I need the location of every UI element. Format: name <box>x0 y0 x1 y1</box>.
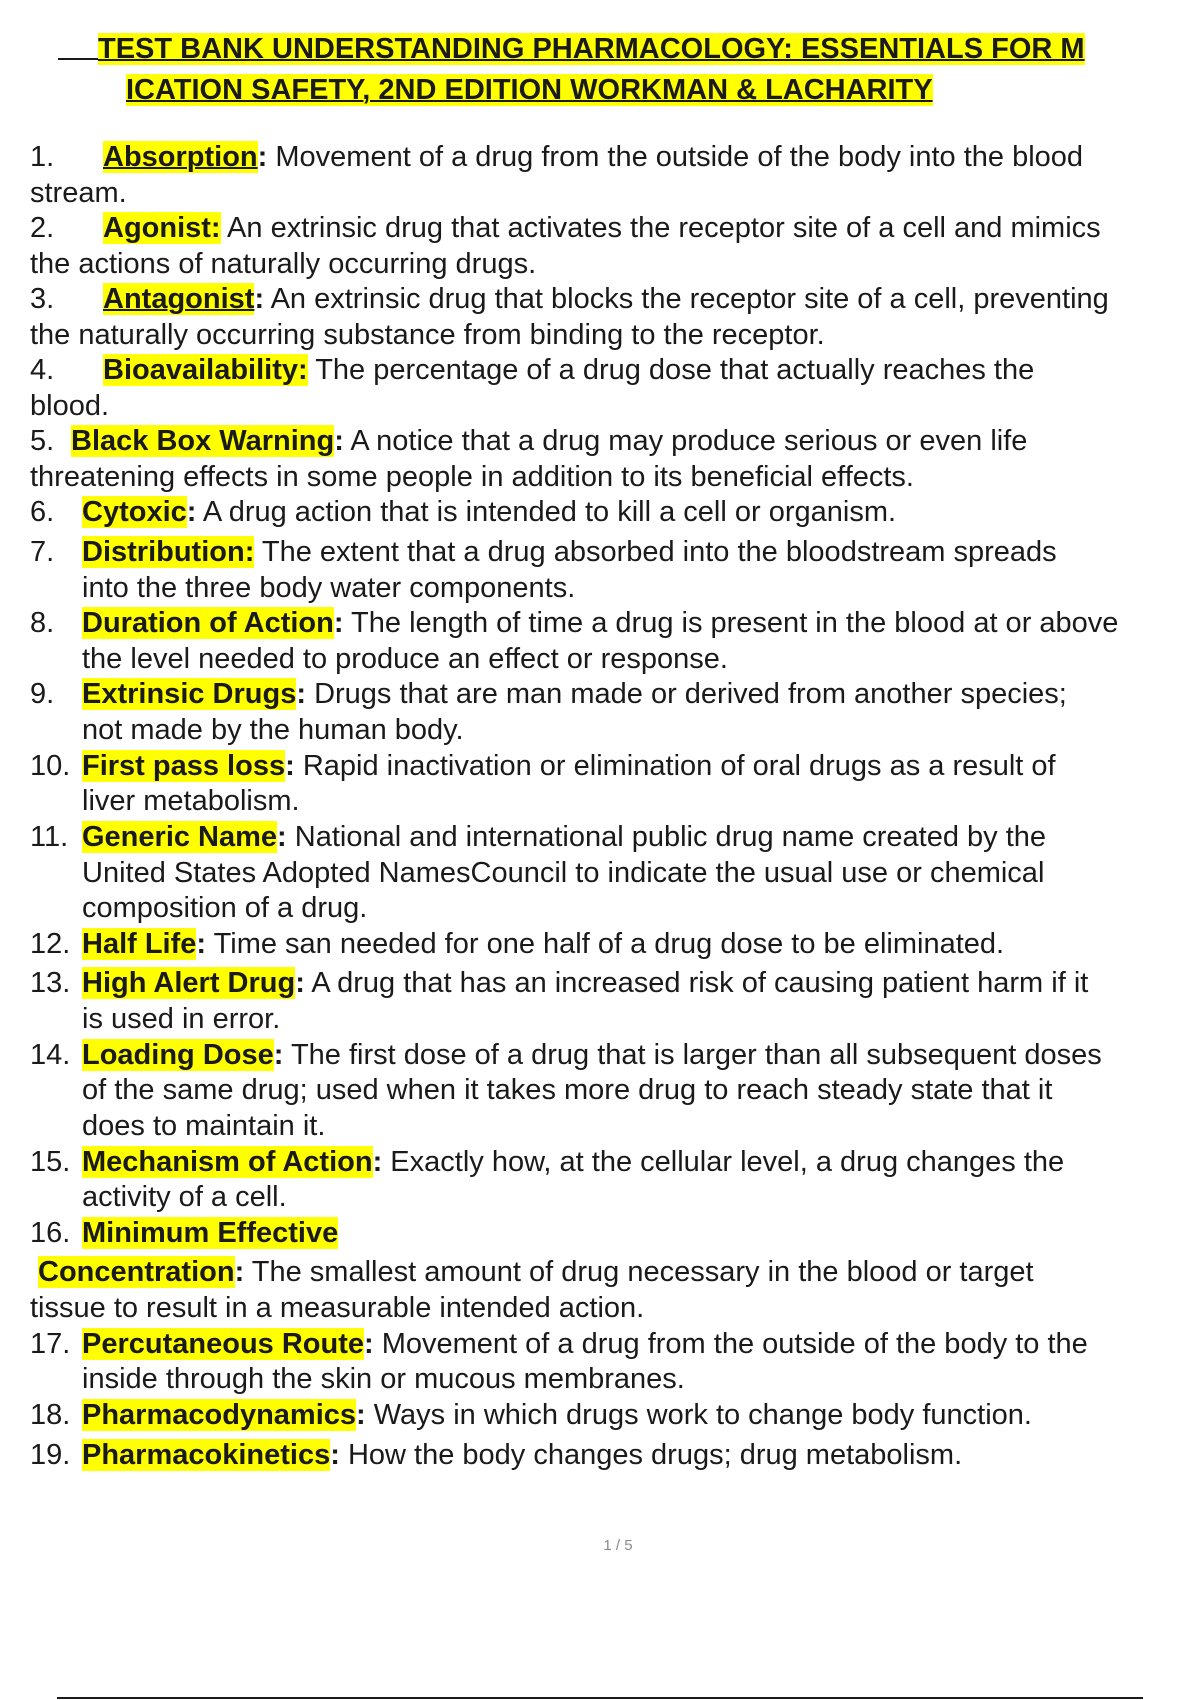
entry-term: Duration of Action <box>82 607 334 639</box>
entry-line: Concentration: The smallest amount of drug necessary in the blood or target <box>38 1256 1034 1288</box>
entry-number: 11. <box>30 821 69 853</box>
entry-continuation: inside through the skin or mucous membranes. <box>82 1363 685 1395</box>
entry-term: Distribution: <box>82 536 255 568</box>
entry-term: Mechanism of Action <box>82 1146 373 1178</box>
entry-term: Percutaneous Route <box>82 1328 364 1360</box>
entry-line: Distribution: The extent that a drug absorbed into the bloodstream spreads <box>82 536 1057 568</box>
entry-number: 8. <box>30 607 55 639</box>
entry-number: 10. <box>30 750 71 782</box>
entry-term: Pharmacokinetics <box>82 1439 331 1471</box>
entry-line: Half Life: Time san needed for one half of a drug dose to be eliminated. <box>82 928 1005 960</box>
entry-continuation: stream. <box>30 177 127 209</box>
entry-line: Pharmacodynamics: Ways in which drugs work to change body function. <box>82 1399 1032 1431</box>
entry-number: 12. <box>30 928 71 960</box>
entry-number: 1. <box>30 141 55 173</box>
entry-continuation: the level needed to produce an effect or response. <box>82 643 728 675</box>
entry-continuation: is used in error. <box>82 1003 281 1035</box>
entry-line: Loading Dose: The first dose of a drug that is larger than all subsequent doses <box>82 1039 1102 1071</box>
entry-term: Black Box Warning <box>71 425 335 457</box>
entry-continuation: liver metabolism. <box>82 785 300 817</box>
entry-line: Mechanism of Action: Exactly how, at the cellular level, a drug changes the <box>82 1146 1065 1178</box>
entry-continuation: activity of a cell. <box>82 1181 287 1213</box>
entry-term: Absorption <box>103 141 258 173</box>
bottom-rule <box>57 1697 1143 1699</box>
entry-line: Antagonist: An extrinsic drug that blocks the receptor site of a cell, preventing <box>103 283 1109 315</box>
entry-number: 7. <box>30 536 55 568</box>
entry-number: 2. <box>30 212 55 244</box>
entry-term: Bioavailability: <box>103 354 308 386</box>
entry-term: Concentration <box>38 1256 235 1288</box>
entry-number: 19. <box>30 1439 71 1471</box>
entry-line: Absorption: Movement of a drug from the outside of the body into the blood <box>103 141 1084 173</box>
entry-number: 9. <box>30 678 55 710</box>
entry-term: Minimum Effective <box>82 1217 339 1249</box>
entry-continuation: threatening effects in some people in addition to its beneficial effects. <box>30 461 914 493</box>
entry-continuation: tissue to result in a measurable intended action. <box>30 1292 645 1324</box>
entry-line <box>82 1216 338 1250</box>
entry-term: Extrinsic Drugs <box>82 678 297 710</box>
document-title-line-2: ICATION SAFETY, 2ND EDITION WORKMAN & LACHARITY <box>126 74 933 106</box>
title-rule <box>58 58 100 60</box>
entry-term: Cytoxic <box>82 496 187 528</box>
entry-line: Cytoxic: A drug action that is intended to kill a cell or organism. <box>82 496 897 528</box>
entry-number: 16. <box>30 1217 71 1249</box>
entry-term: Antagonist <box>103 283 255 315</box>
entry-term: Half Life <box>82 928 197 960</box>
entry-line: Extrinsic Drugs: Drugs that are man made or derived from another species; <box>82 678 1067 710</box>
entry-line: Duration of Action: The length of time a drug is present in the blood at or above <box>82 607 1119 639</box>
entry-line: High Alert Drug: A drug that has an increased risk of causing patient harm if it <box>82 967 1089 999</box>
entry-line: Generic Name: National and international public drug name created by the <box>82 821 1047 853</box>
entry-number: 14. <box>30 1039 71 1071</box>
entry-line: Black Box Warning: A notice that a drug may produce serious or even life <box>71 425 1028 457</box>
entry-continuation: composition of a drug. <box>82 892 368 924</box>
document-title-line-1: TEST BANK UNDERSTANDING PHARMACOLOGY: ESSENTIALS FOR M <box>98 33 1085 65</box>
entry-number: 6. <box>30 496 55 528</box>
entry-number: 4. <box>30 354 55 386</box>
entry-line: Agonist: An extrinsic drug that activates the receptor site of a cell and mimics <box>103 212 1101 244</box>
entry-term: Pharmacodynamics <box>82 1399 357 1431</box>
entry-continuation: blood. <box>30 390 110 422</box>
entry-line: Pharmacokinetics: How the body changes drugs; drug metabolism. <box>82 1439 963 1471</box>
entry-continuation: the naturally occurring substance from binding to the receptor. <box>30 319 825 351</box>
entry-number: 13. <box>30 967 71 999</box>
entry-line: First pass loss: Rapid inactivation or elimination of oral drugs as a result of <box>82 750 1056 782</box>
entry-number: 3. <box>30 283 55 315</box>
entry-line: Percutaneous Route: Movement of a drug from the outside of the body to the <box>82 1328 1088 1360</box>
entry-term: Agonist: <box>103 212 221 244</box>
entry-term: High Alert Drug <box>82 967 296 999</box>
entry-term: First pass loss <box>82 750 286 782</box>
entry-continuation: into the three body water components. <box>82 572 576 604</box>
entry-line: Bioavailability: The percentage of a drug dose that actually reaches the <box>103 354 1035 386</box>
entry-term: Generic Name <box>82 821 278 853</box>
entry-number: 5. <box>30 425 55 457</box>
entry-term: Loading Dose <box>82 1039 274 1071</box>
entry-continuation: of the same drug; used when it takes more drug to reach steady state that it <box>82 1074 1053 1106</box>
entry-number: 17. <box>30 1328 71 1360</box>
page-indicator: 1 / 5 <box>603 1537 633 1554</box>
entry-number: 15. <box>30 1146 71 1178</box>
entry-continuation: United States Adopted NamesCouncil to indicate the usual use or chemical <box>82 857 1045 889</box>
entry-continuation: the actions of naturally occurring drugs. <box>30 248 537 280</box>
entry-number: 18. <box>30 1399 71 1431</box>
entry-continuation: does to maintain it. <box>82 1110 326 1142</box>
entry-continuation: not made by the human body. <box>82 714 464 746</box>
